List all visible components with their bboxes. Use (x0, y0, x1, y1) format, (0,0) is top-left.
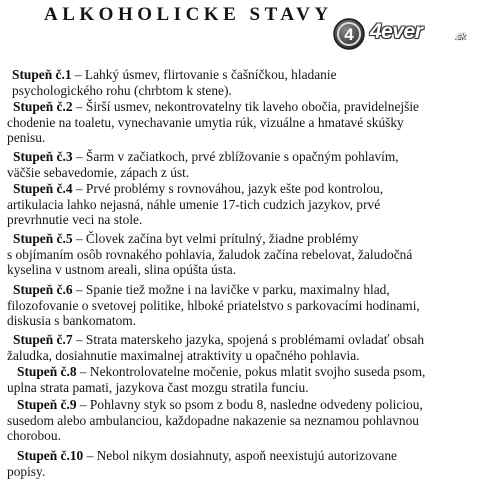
paragraph-line: kyselina v ustnom areali, slina opúšta ústa. (7, 262, 237, 278)
paragraph-line: susedom alebo ambulanciou, každopadne nakazenie sa neznamou pohlavnou (7, 412, 419, 428)
paragraph-line: diskusia s bankomatom. (7, 313, 137, 329)
level-label: Stupeň č.1 (12, 67, 72, 82)
level-label: Stupeň č.9 (17, 397, 77, 412)
level-5-paragraph (7, 231, 412, 278)
level-9-paragraph (7, 397, 423, 444)
level-6-paragraph (7, 282, 420, 329)
paragraph-line: – Širší usmev, nekontrovatelny tik laveho obočia, pravidelnejšie (72, 99, 419, 114)
site-logo[interactable] (330, 16, 480, 52)
logo-wordmark: 4ever (370, 20, 423, 43)
paragraph-line: – Človek začína byt velmi prítulný, žiadne problémy (72, 231, 359, 246)
level-4-paragraph (7, 181, 383, 228)
paragraph-line: popisy. (7, 463, 46, 479)
svg-text:4: 4 (344, 25, 354, 44)
paragraph-line: – Pohlavny styk so psom z bodu 8, nasledne odvedeny policiou, (76, 397, 423, 412)
paragraph-line: uplna strata pamati, jazykova čast mozgu stratila funciu. (7, 379, 309, 395)
level-2-paragraph (7, 99, 419, 146)
level-label: Stupeň č.6 (13, 282, 73, 297)
logo-domain-suffix: .sk (454, 31, 466, 41)
paragraph-line: – Nebol nikym dosiahnuty, aspoň neexistujú autorizovane (83, 448, 397, 463)
level-3-paragraph (7, 149, 399, 180)
paragraph-line: penisu. (7, 130, 46, 146)
level-10-paragraph (7, 448, 397, 479)
level-label: Stupeň č.5 (13, 231, 73, 246)
paragraph-line: – Nekontrolovatelne močenie, pokus mlatit svojho suseda psom, (76, 364, 426, 379)
level-label: Stupeň č.10 (17, 448, 84, 463)
level-1-paragraph (12, 67, 337, 98)
level-label: Stupeň č.2 (13, 99, 73, 114)
paragraph-line: – Strata materskeho jazyka, spojená s problémami ovladať obsah (72, 332, 425, 347)
level-label: Stupeň č.3 (13, 149, 73, 164)
paragraph-line: – Lahký úsmev, flirtovanie s čašníčkou, hladanie (71, 67, 337, 82)
paragraph-line: žaludka, dosiahnutie maximalnej atraktivity u opačného pohlavia. (7, 347, 360, 363)
level-8-paragraph (7, 364, 425, 395)
paragraph-line: chodenie na toaletu, vynechavanie umytia rúk, vizuálne a hmatavé skúšky (7, 114, 404, 130)
paragraph-line: s objímaním osôb rovnakého pohlavia, žaludok začína rebelovat, žaludočná (7, 246, 413, 262)
paragraph-line: väčšie sebavedomie, zápach z úst. (7, 164, 190, 180)
paragraph-line: filozofovanie o svetovej politike, hlboké priatelstvo s parkovacími hodinami, (7, 297, 420, 313)
level-7-paragraph (7, 332, 424, 363)
paragraph-line: prevrhnutie veci na stole. (7, 212, 143, 228)
page-title: ALKOHOLICKE STAVY (44, 4, 333, 25)
paragraph-line: chorobou. (7, 428, 61, 444)
level-label: Stupeň č.7 (13, 332, 73, 347)
level-label: Stupeň č.4 (13, 181, 73, 196)
paragraph-line: artikulacia lahko nejasná, náhle umenie 17-tich cudzich jazykov, prvé (7, 196, 381, 212)
paragraph-line: – Prvé problémy s rovnováhou, jazyk ešte pod kontrolou, (72, 181, 384, 196)
level-label: Stupeň č.8 (17, 364, 77, 379)
paragraph-line: psychologického rohu (chrbtom k stene). (12, 82, 232, 98)
paragraph-line: – Šarm v začiatkoch, prvé zblížovanie s opačným pohlavím, (72, 149, 399, 164)
paragraph-line: – Spanie tiež možne i na lavičke v parku, maximalny hlad, (72, 282, 390, 297)
